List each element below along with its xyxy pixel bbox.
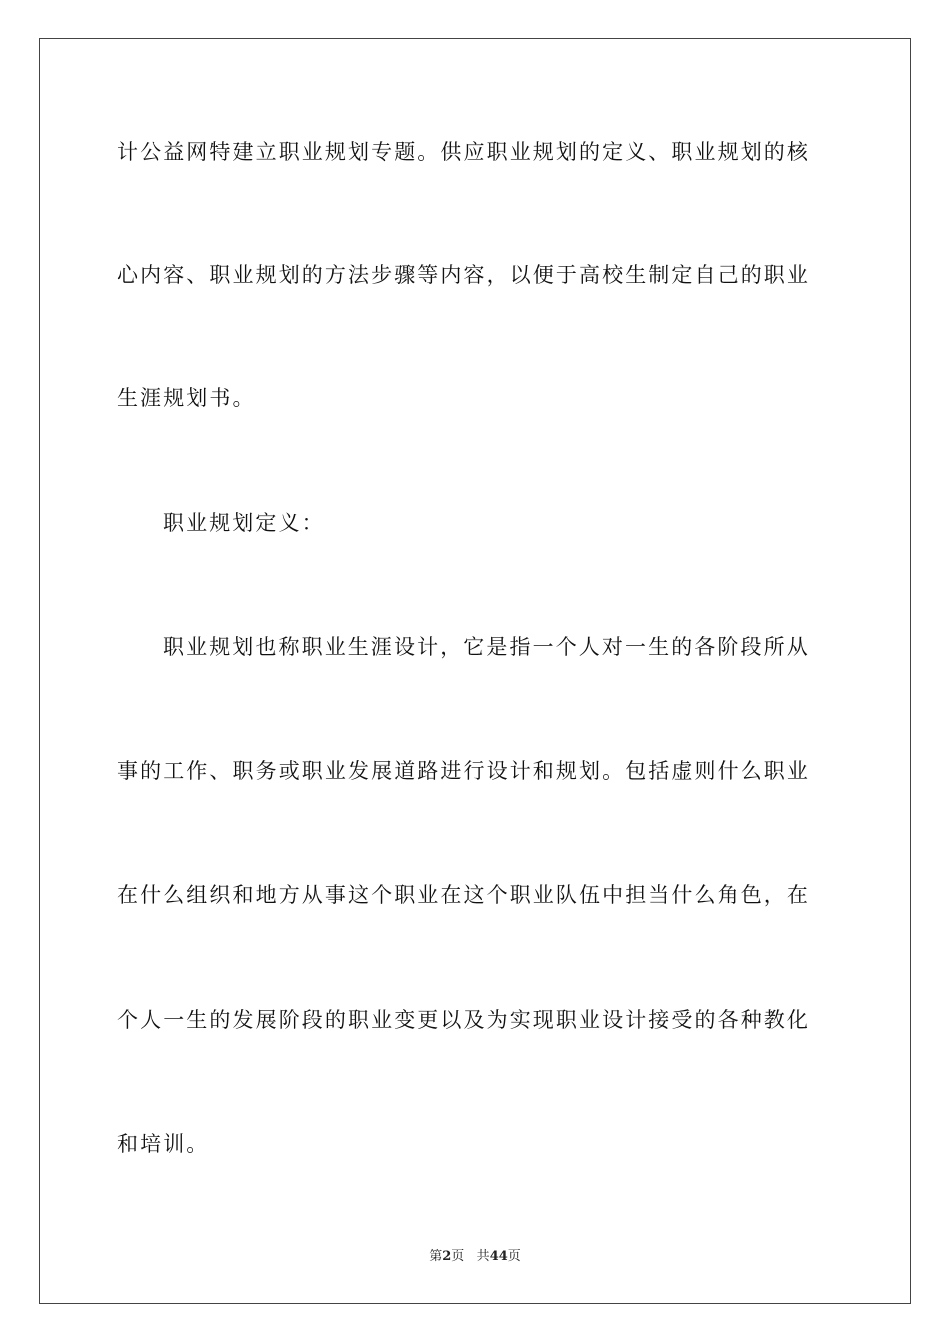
text-line-5: 职业规划也称职业生涯设计，它是指一个人对一生的各阶段所从	[163, 635, 810, 659]
page-footer	[0, 1248, 950, 1266]
footer-page-number: 2	[442, 1249, 452, 1264]
footer-total-prefix: 共	[476, 1249, 490, 1264]
footer-page-prefix: 第	[429, 1249, 443, 1264]
page-border	[39, 38, 911, 1304]
footer-total-suffix: 页	[507, 1249, 521, 1264]
footer-page-suffix: 页	[451, 1249, 465, 1264]
section-heading: 职业规划定义：	[163, 511, 325, 535]
text-line-3: 生涯规划书。	[117, 386, 256, 410]
text-line-2: 心内容、职业规划的方法步骤等内容，以便于高校生制定自己的职业	[117, 263, 810, 287]
text-line-9: 和培训。	[117, 1132, 210, 1156]
text-line-6: 事的工作、职务或职业发展道路进行设计和规划。包括虚则什么职业	[117, 759, 810, 783]
footer-total-pages: 44	[489, 1249, 508, 1264]
text-line-1: 计公益网特建立职业规划专题。供应职业规划的定义、职业规划的核	[117, 140, 810, 164]
text-line-8: 个人一生的发展阶段的职业变更以及为实现职业设计接受的各种教化	[117, 1008, 810, 1032]
text-line-7: 在什么组织和地方从事这个职业在这个职业队伍中担当什么角色，在	[117, 883, 810, 907]
